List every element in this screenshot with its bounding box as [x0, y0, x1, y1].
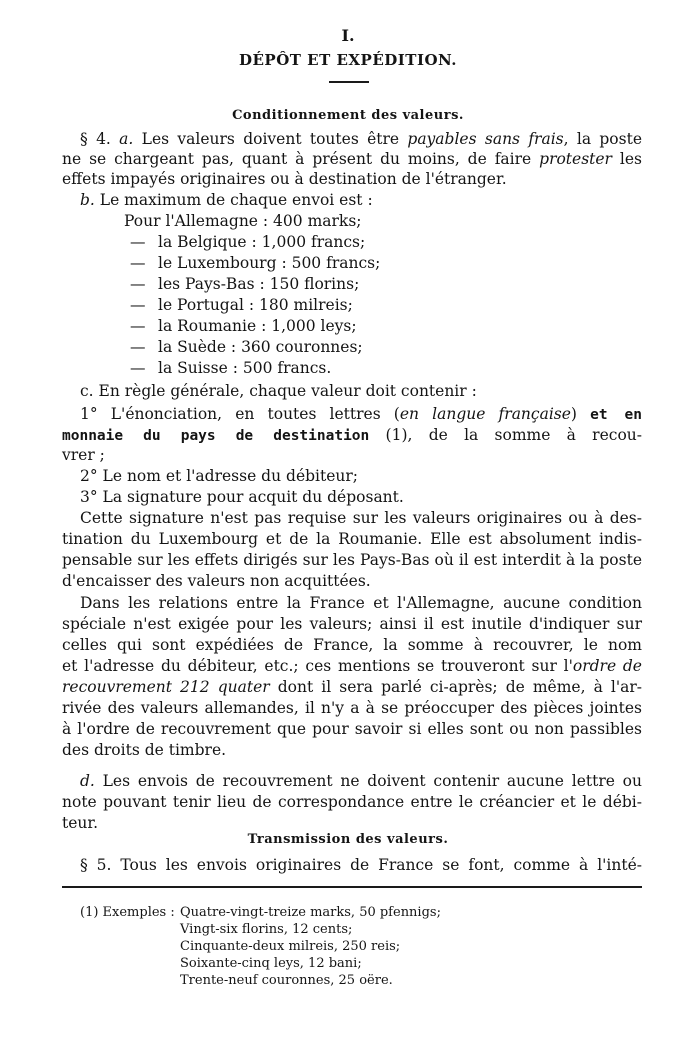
relations-line2: spéciale n'est exigée pour les valeurs; ainsi il est inutile d'indiquer sur	[62, 615, 642, 633]
para-b: b. Le maximum de chaque envoi est :	[80, 191, 373, 209]
footnote-line: Trente-neuf couronnes, 25 oëre.	[180, 973, 393, 988]
para4-line2: ne se chargeant pas, quant à présent du moins, de faire protester les	[62, 150, 642, 168]
list-item: — la Suède : 360 couronnes;	[130, 338, 363, 356]
relations-line8: des droits de timbre.	[62, 741, 227, 759]
para4-letter: a.	[110, 130, 142, 148]
footnote-line: Soixante-cinq leys, 12 bani;	[180, 956, 362, 971]
item1-line3: vrer ;	[62, 446, 105, 464]
para-c: c. En règle générale, chaque valeur doit contenir :	[80, 382, 477, 400]
footnote-divider	[62, 886, 642, 888]
relations-line4: et l'adresse du débiteur, etc.; ces mentions se trouveront sur l'ordre de	[62, 657, 642, 675]
footnote-line: Quatre-vingt-treize marks, 50 pfennigs;	[180, 905, 441, 920]
para4-number: § 4.	[80, 130, 111, 148]
relations-line3: celles qui sont expédiées de France, la somme à recouvrer, le nom	[62, 636, 642, 654]
payables-sans-frais: payables sans frais	[407, 130, 564, 148]
list-item: — les Pays-Bas : 150 florins;	[130, 275, 360, 293]
chapter-number: I.	[341, 26, 355, 45]
list-item: — le Portugal : 180 milreis;	[130, 296, 353, 314]
para4-line1: § 4. a. Les valeurs doivent toutes être payables sans frais, la poste	[80, 130, 642, 148]
signature-line1: Cette signature n'est pas requise sur les valeurs originaires ou à des-	[80, 509, 642, 527]
footnote-line: Vingt-six florins, 12 cents;	[180, 922, 353, 937]
item3: 3° La signature pour acquit du déposant.	[80, 488, 404, 506]
signature-line2: tination du Luxembourg et de la Roumanie. Elle est absolument indis-	[62, 530, 642, 548]
relations-line6: rivée des valeurs allemandes, il n'y a à se préoccuper des pièces jointes	[62, 699, 642, 717]
footnote-marker: (1) Exemples :	[80, 905, 175, 920]
signature-line3: pensable sur les effets dirigés sur les Pays-Bas où il est interdit à la poste	[62, 551, 642, 569]
footnote-line: Cinquante-deux milreis, 250 reis;	[180, 939, 401, 954]
relations-line1: Dans les relations entre la France et l'Allemagne, aucune condition	[80, 594, 642, 612]
para4-line3: effets impayés originaires ou à destination de l'étranger.	[62, 170, 507, 188]
item2: 2° Le nom et l'adresse du débiteur;	[80, 467, 359, 485]
para-d-line2: note pouvant tenir lieu de correspondance entre le créancier et le débi-	[62, 793, 642, 811]
list-item: — la Roumanie : 1,000 leys;	[130, 317, 357, 335]
list-item: — le Luxembourg : 500 francs;	[130, 254, 381, 272]
section-title-conditionnement: Conditionnement des valeurs.	[232, 108, 464, 123]
para5-line1: § 5. Tous les envois originaires de France se font, comme à l'inté-	[80, 856, 642, 874]
list-item: — la Belgique : 1,000 francs;	[130, 233, 366, 251]
item1-line2: monnaie du pays de destination (1), de la somme à recou-	[62, 426, 642, 444]
section-title-transmission: Transmission des valeurs.	[247, 832, 449, 847]
list-item: — la Suisse : 500 francs.	[130, 359, 332, 377]
item1-line1: 1° L'énonciation, en toutes lettres (en langue française) et en	[80, 405, 642, 423]
title-divider	[329, 81, 369, 83]
para-d-line1: d. Les envois de recouvrement ne doivent contenir aucune lettre ou	[80, 772, 642, 790]
list-item: Pour l'Allemagne : 400 marks;	[124, 212, 362, 230]
relations-line7: à l'ordre de recouvrement que pour savoir si elles sont ou non passibles	[62, 720, 642, 738]
chapter-title: DÉPÔT ET EXPÉDITION.	[238, 51, 457, 69]
relations-line5: recouvrement 212 quater dont il sera parlé ci-après; de même, à l'ar-	[62, 678, 642, 696]
para-d-line3: teur.	[62, 814, 99, 832]
signature-line4: d'encaisser des valeurs non acquittées.	[62, 572, 371, 590]
